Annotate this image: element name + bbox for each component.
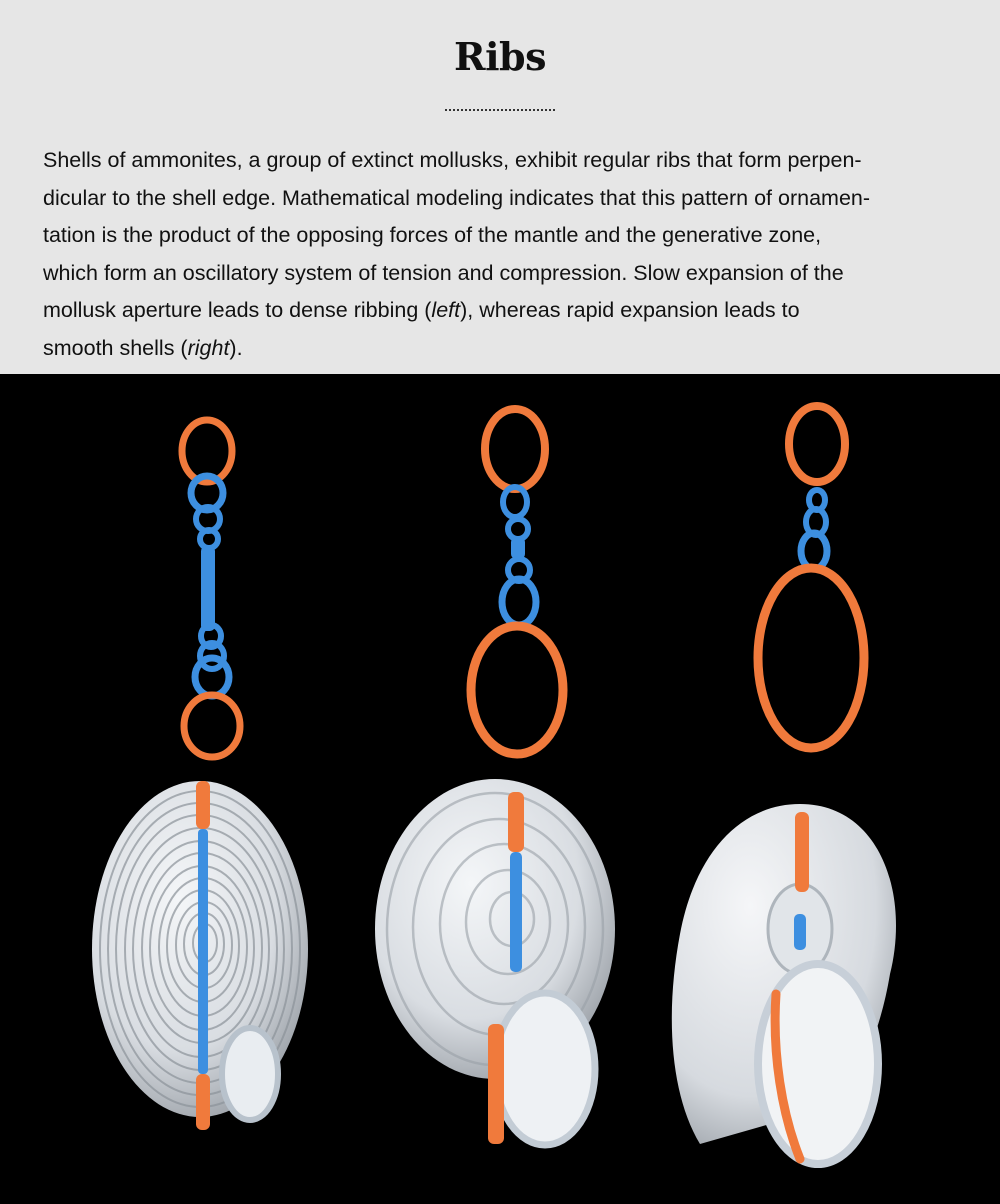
orange-ring-top xyxy=(789,406,845,482)
ammonite-shell-smooth xyxy=(672,804,896,1164)
description-line-6-start: smooth shells ( xyxy=(43,335,188,360)
right-emphasis: right xyxy=(187,335,230,360)
left-emphasis: left xyxy=(431,298,461,323)
ring-model-middle xyxy=(471,409,563,754)
ammonite-illustration xyxy=(0,374,1000,1199)
blue-ring xyxy=(508,519,528,539)
dotted-divider xyxy=(445,109,555,111)
description-line-6 xyxy=(43,330,963,368)
page-title: Ribs xyxy=(454,34,546,79)
orange-band-bottom xyxy=(196,1074,210,1130)
description-line-5 xyxy=(43,292,963,330)
ring-model-right xyxy=(758,406,864,748)
blue-ring xyxy=(195,658,229,696)
blue-ring xyxy=(801,533,827,569)
orange-band-top xyxy=(508,792,524,852)
description-line-6-end: ). xyxy=(229,335,243,360)
shell-aperture xyxy=(222,1028,278,1120)
description-line-5-end: ), whereas rapid expansion leads to xyxy=(460,298,800,323)
blue-ring-stack xyxy=(511,537,525,559)
orange-ring-bottom xyxy=(184,695,240,757)
description-line-1: Shells of ammonites, a group of extinct mollusks, exhibit regular ribs that form perpen- xyxy=(43,148,862,172)
description-line-3: tation is the product of the opposing forces of the mantle and the generative zone, xyxy=(43,223,822,248)
orange-band-top xyxy=(795,812,809,892)
blue-ring-stack xyxy=(201,546,215,631)
description-text xyxy=(43,142,963,368)
blue-ring xyxy=(200,530,218,548)
description-line-5-start: mollusk aperture leads to dense ribbing ( xyxy=(43,298,432,323)
shell-aperture xyxy=(495,993,595,1145)
header-panel xyxy=(0,0,1000,374)
blue-ring xyxy=(502,579,536,625)
orange-ring-bottom xyxy=(471,626,563,754)
orange-ring-top xyxy=(485,409,545,489)
ring-model-left xyxy=(182,420,240,757)
blue-band xyxy=(510,852,522,972)
ammonite-shell-densely-ribbed xyxy=(92,781,308,1130)
description-line-4: which form an oscillatory system of tension and compression. Slow expansion of the xyxy=(43,260,844,285)
ammonite-shell-moderately-ribbed xyxy=(375,779,615,1145)
orange-band-top xyxy=(196,781,210,829)
blue-band xyxy=(198,829,208,1074)
orange-band-bottom xyxy=(488,1024,504,1144)
description-line-2: dicular to the shell edge. Mathematical modeling indicates that this pattern of ornamen- xyxy=(43,185,871,210)
orange-ring-bottom xyxy=(758,568,864,748)
blue-band xyxy=(794,914,806,950)
illustration-svg xyxy=(0,374,1000,1199)
